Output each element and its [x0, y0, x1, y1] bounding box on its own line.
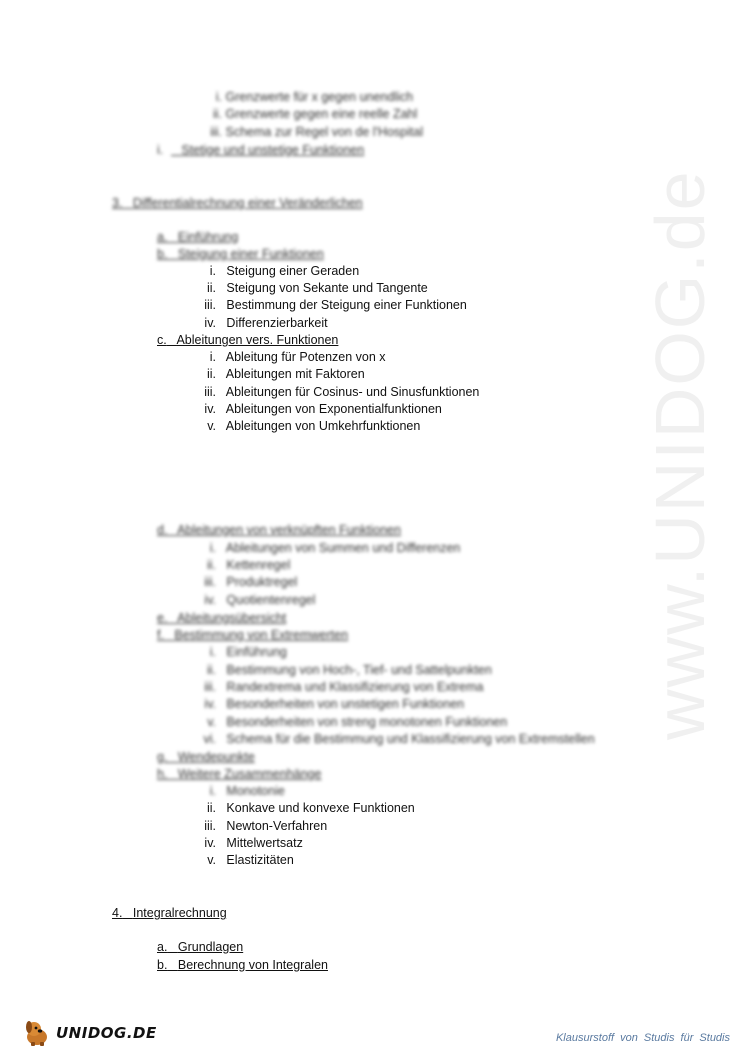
list-item: v. Besonderheiten von streng monotonen Funktionen — [207, 715, 508, 729]
unidog-logo[interactable] — [22, 1018, 157, 1048]
list-item: iii. Randextrema und Klassifizierung von Extrema — [204, 680, 484, 694]
list-item: iii. Bestimmung der Steigung einer Funktionen — [204, 298, 467, 312]
list-item: ii. Konkave und konvexe Funktionen — [206, 801, 415, 815]
logo-text: UNIDOG.DE — [56, 1024, 157, 1042]
section-heading: 4. Integralrechnung — [112, 906, 227, 920]
list-item: i. Ableitungen von Summen und Differenzen — [209, 541, 461, 555]
subsection-heading: b. Steigung einer Funktionen — [157, 247, 324, 261]
list-item: v. Elastizitäten — [207, 853, 294, 867]
list-item: i. Ableitung für Potenzen von x — [209, 350, 386, 364]
list-item: iv. Mittelwertsatz — [204, 836, 303, 850]
list-item: v. Ableitungen von Umkehrfunktionen — [207, 419, 421, 433]
subsection-heading: g. Wendepunkte — [157, 750, 255, 764]
list-item: iv. Besonderheiten von unstetigen Funktionen — [204, 697, 465, 711]
list-item: iii. Ableitungen für Cosinus- und Sinusfunktionen — [204, 385, 480, 399]
subsection-heading: h. Weitere Zusammenhänge — [157, 767, 322, 781]
subsection-heading: e. Ableitungsübersicht — [157, 611, 287, 625]
list-item: vi. Schema für die Bestimmung und Klassifizierung von Extremstellen — [203, 732, 595, 746]
watermark: www.UNIDOG.de — [641, 169, 719, 740]
subsection-heading: a. Einführung — [157, 230, 239, 244]
list-item: iv. Quotientenregel — [204, 593, 316, 607]
subsection-heading: a. Grundlagen — [157, 940, 244, 954]
list-item: iii. Schema zur Regel von de l'Hospital — [210, 125, 424, 139]
subsection-heading: d. Ableitungen von verknüpften Funktionen — [157, 523, 401, 537]
subsection-heading: c. Ableitungen vers. Funktionen — [157, 333, 339, 347]
list-item: i. Monotonie — [209, 784, 285, 798]
list-item: iv. Differenzierbarkeit — [204, 316, 328, 330]
list-item: i. Grenzwerte für x gegen unendlich — [215, 90, 414, 104]
list-item: i. Einführung — [209, 645, 287, 659]
list-item: i. Steigung einer Geraden — [209, 264, 360, 278]
list-item: ii. Grenzwerte gegen eine reelle Zahl — [212, 107, 418, 121]
subsection-heading: b. Berechnung von Integralen — [157, 958, 328, 972]
footer-slogan: Klausurstoff von Studis für Studis — [555, 1032, 730, 1044]
list-item: iii. Newton-Verfahren — [204, 819, 328, 833]
section-heading: 3. Differentialrechnung einer Veränderlichen — [112, 196, 363, 210]
list-item: i. Stetige und unstetige Funktionen — [157, 143, 365, 157]
list-item: ii. Kettenregel — [206, 558, 291, 572]
dog-icon — [22, 1018, 52, 1048]
list-item: iii. Produktregel — [204, 575, 298, 589]
subsection-heading: f. Bestimmung von Extremwerten — [157, 628, 349, 642]
list-item: ii. Bestimmung von Hoch-, Tief- und Sattelpunkten — [206, 663, 492, 677]
list-item: ii. Steigung von Sekante und Tangente — [206, 281, 428, 295]
list-item: ii. Ableitungen mit Faktoren — [206, 367, 365, 381]
list-item: iv. Ableitungen von Exponentialfunktionen — [204, 402, 442, 416]
